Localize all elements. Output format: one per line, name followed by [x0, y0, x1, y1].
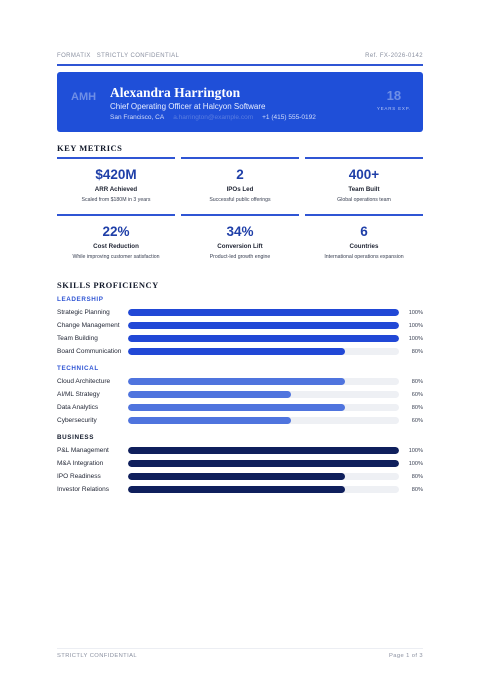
years-experience	[377, 88, 411, 111]
skill-name: M&A Integration	[57, 460, 104, 467]
skill-bar-fill	[128, 348, 345, 355]
metric-value: $420M	[95, 167, 137, 182]
skill-name: P&L Management	[57, 447, 109, 454]
skills-list	[57, 296, 423, 496]
skill-bar-fill	[128, 417, 291, 424]
skill-row	[57, 375, 423, 388]
skill-bar-track	[128, 309, 399, 316]
skill-row	[57, 401, 423, 414]
skill-percent: 80%	[411, 486, 423, 493]
skill-row	[57, 319, 423, 332]
metric-value: 6	[360, 224, 368, 239]
skill-name: Cybersecurity	[57, 417, 97, 424]
metric-value: 400+	[348, 167, 380, 182]
location-text: San Francisco, CA	[110, 114, 165, 121]
metric-value: 34%	[226, 224, 254, 239]
skill-bar-track	[128, 460, 399, 467]
skill-bar-fill	[128, 335, 399, 342]
skill-row	[57, 414, 423, 427]
metric-description: Global operations team	[337, 197, 391, 203]
skill-row	[57, 470, 423, 483]
skill-name: Investor Relations	[57, 486, 110, 493]
skill-row	[57, 483, 423, 496]
metric-card	[305, 157, 423, 206]
skill-name: Team Building	[57, 335, 98, 342]
skill-percent: 100%	[408, 447, 423, 454]
skill-bar-fill	[128, 473, 345, 480]
metric-value: 22%	[102, 224, 130, 239]
skill-bar-track	[128, 378, 399, 385]
metrics-grid	[57, 157, 423, 263]
metric-card	[305, 214, 423, 263]
skill-bar-track	[128, 486, 399, 493]
metric-label: ARR Achieved	[94, 186, 138, 193]
skill-bar-fill	[128, 404, 345, 411]
skill-row	[57, 306, 423, 319]
skill-row	[57, 444, 423, 457]
avatar-initials: AMH	[71, 91, 97, 103]
skill-group-title: LEADERSHIP	[57, 296, 104, 303]
skill-row	[57, 332, 423, 345]
brand-name: FORMATIX	[57, 53, 91, 59]
metric-card	[57, 214, 175, 263]
profile-banner	[57, 72, 423, 132]
skill-bar-track	[128, 417, 399, 424]
skill-bar-track	[128, 335, 399, 342]
metric-label: Cost Reduction	[93, 243, 139, 250]
metric-label: Countries	[349, 243, 379, 250]
profile-role: Chief Operating Officer at Halcyon Software	[110, 102, 266, 111]
contact-line	[110, 114, 316, 121]
footer-divider	[57, 648, 423, 649]
skill-bar-track	[128, 404, 399, 411]
skill-group-title: BUSINESS	[57, 434, 94, 441]
metric-card	[181, 214, 299, 263]
years-value: 18	[386, 88, 402, 103]
skill-percent: 100%	[408, 460, 423, 467]
skill-percent: 80%	[411, 348, 423, 355]
page-number: Page 1 of 3	[388, 653, 423, 659]
skill-name: AI/ML Strategy	[57, 391, 100, 398]
metric-description: Scaled from $180M in 3 years	[81, 197, 151, 203]
skill-percent: 80%	[411, 378, 423, 385]
skill-name: Board Communication	[57, 348, 122, 355]
phone-text: +1 (415) 555-0192	[262, 114, 316, 121]
skill-percent: 80%	[411, 404, 423, 411]
metric-description: Successful public offerings	[209, 197, 271, 203]
skill-name: IPO Readiness	[57, 473, 101, 480]
metric-value: 2	[236, 167, 244, 182]
header-divider	[57, 64, 423, 66]
reference-number: Ref. FX-2026-0142	[365, 53, 423, 59]
years-label: YEARS EXP.	[376, 106, 411, 111]
skill-bar-track	[128, 348, 399, 355]
metric-label: Conversion Lift	[217, 243, 263, 250]
skills-title: SKILLS PROFICIENCY	[57, 280, 159, 290]
skill-row	[57, 345, 423, 358]
skill-percent: 80%	[411, 473, 423, 480]
metric-label: Team Built	[348, 186, 380, 193]
profile-name: Alexandra Harrington	[110, 85, 241, 100]
metric-card	[57, 157, 175, 206]
skill-bar-track	[128, 473, 399, 480]
skill-name: Change Management	[57, 322, 120, 329]
skill-bar-fill	[128, 391, 291, 398]
skill-percent: 60%	[411, 391, 423, 398]
metric-description: While improving customer satisfaction	[72, 254, 160, 260]
email-link[interactable]: a.harrington@example.com	[173, 114, 254, 121]
metric-description: International operations expansion	[324, 254, 404, 260]
footer-confidential: STRICTLY CONFIDENTIAL	[57, 653, 138, 659]
skill-percent: 100%	[408, 309, 423, 316]
skill-bar-fill	[128, 460, 399, 467]
confidential-label: STRICTLY CONFIDENTIAL	[96, 53, 180, 59]
metric-card	[181, 157, 299, 206]
skill-bar-fill	[128, 309, 399, 316]
skill-bar-fill	[128, 447, 399, 454]
skill-bar-track	[128, 391, 399, 398]
skill-name: Cloud Architecture	[57, 378, 111, 385]
skill-name: Data Analytics	[57, 404, 99, 411]
metric-description: Product-led growth engine	[209, 254, 271, 260]
header-left	[57, 53, 185, 59]
skill-row	[57, 388, 423, 401]
key-metrics-title: KEY METRICS	[57, 143, 123, 153]
document-header	[57, 50, 423, 62]
skill-percent: 60%	[411, 417, 423, 424]
skill-bar-track	[128, 322, 399, 329]
skill-bar-fill	[128, 378, 345, 385]
skill-name: Strategic Planning	[57, 309, 110, 316]
document-footer	[57, 653, 423, 659]
skill-group-title: TECHNICAL	[57, 365, 99, 372]
skill-percent: 100%	[408, 335, 423, 342]
skill-row	[57, 457, 423, 470]
skill-percent: 100%	[408, 322, 423, 329]
skill-bar-track	[128, 447, 399, 454]
skill-bar-fill	[128, 486, 345, 493]
skill-bar-fill	[128, 322, 399, 329]
metric-label: IPOs Led	[226, 186, 254, 193]
